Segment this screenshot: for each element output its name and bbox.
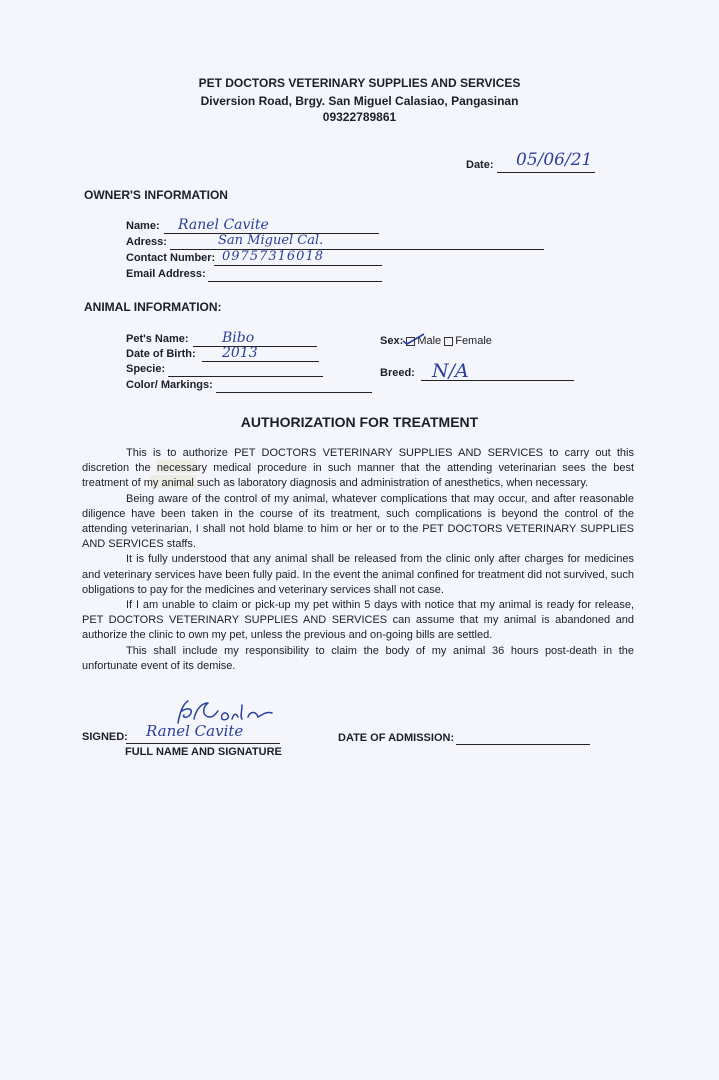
company-phone: 09322789861	[322, 110, 397, 124]
sex-male-label: Male	[417, 335, 442, 347]
specie-label: Specie:	[126, 363, 166, 375]
date-label: Date:	[466, 159, 494, 171]
dob-value[interactable]: 2013	[222, 345, 258, 361]
signature-line	[126, 743, 280, 744]
owner-section-title: OWNER'S INFORMATION	[84, 188, 228, 202]
sex-male-option[interactable]	[406, 335, 441, 347]
breed-value[interactable]: N/A	[432, 360, 469, 382]
sex-female-label: Female	[455, 335, 492, 347]
authorization-body	[82, 446, 634, 674]
signed-name[interactable]: Ranel Cavite	[146, 722, 244, 740]
company-address: Diversion Road, Brgy. San Miguel Calasiao, Pangasinan	[200, 94, 519, 108]
company-name: PET DOCTORS VETERINARY SUPPLIES AND SERVICES	[198, 76, 521, 90]
sex-label: Sex:	[380, 335, 404, 347]
specie-line	[168, 376, 323, 377]
date-of-admission-label: DATE OF ADMISSION:	[338, 732, 455, 744]
color-markings-line	[216, 392, 372, 393]
dob-line	[202, 361, 319, 362]
owner-address-value[interactable]: San Miguel Cal.	[218, 233, 324, 248]
male-check-mark-icon	[402, 332, 426, 346]
email-line	[208, 281, 382, 282]
email-label: Email Address:	[126, 268, 206, 280]
breed-label: Breed:	[380, 367, 415, 379]
authorization-paragraph-4: If I am unable to claim or pick-up my pet within 5 days with notice that my animal is ready for release, PET DOCTORS VETERINARY SUPPLIES AND SERVICES can assume that my animal is abandoned and authorize the clinic to own my pet, unless the previous and on-going bills are settled.	[82, 599, 634, 642]
authorization-paragraph-1: This is to authorize PET DOCTORS VETERINARY SUPPLIES AND SERVICES to carry out this discretion the necessary medical procedure in such manner that the attending veterinarian sees the best treatment of my animal such as laboratory diagnosis and administration of anesthetics, when necessary.	[82, 447, 634, 490]
pet-name-value[interactable]: Bibo	[222, 330, 255, 346]
female-checkbox[interactable]	[444, 337, 453, 346]
contact-number-line	[214, 265, 382, 266]
color-markings-label: Color/ Markings:	[126, 379, 213, 391]
date-of-admission-line	[456, 744, 590, 745]
owner-address-label: Adress:	[126, 236, 167, 248]
contact-number-value[interactable]: 09757316018	[222, 249, 324, 264]
signed-label: SIGNED:	[82, 731, 128, 743]
owner-name-label: Name:	[126, 220, 160, 232]
date-value[interactable]: 05/06/21	[516, 150, 593, 170]
authorization-title: AUTHORIZATION FOR TREATMENT	[240, 414, 479, 430]
dob-label: Date of Birth:	[126, 348, 196, 360]
date-line	[497, 172, 595, 173]
sex-field	[380, 335, 492, 347]
full-name-signature-caption: FULL NAME AND SIGNATURE	[125, 746, 282, 758]
animal-section-title: ANIMAL INFORMATION:	[84, 300, 222, 314]
contact-number-label: Contact Number:	[126, 252, 216, 264]
sex-female-option[interactable]	[444, 335, 492, 347]
authorization-paragraph-5: This shall include my responsibility to claim the body of my animal 36 hours post-death in the unfortunate event of its demise.	[82, 644, 634, 672]
authorization-paragraph-2: Being aware of the control of my animal, whatever complications that may occur, and after reasonable diligence have been taken in the course of its treatment, such complications is beyond the control of the attending veterinarian, I shall not hold blame to him or her or to the PET DOCTORS VETERINARY SUPPLIES AND SERVICES staffs.	[82, 492, 634, 551]
authorization-paragraph-3: It is fully understood that any animal shall be released from the clinic only after charges for medicines and veterinary services have been fully paid. In the event the animal confined for treatment did not survived, such obligations to pay for the medicines and veterinary services shall not case.	[82, 553, 634, 596]
pet-name-label: Pet's Name:	[126, 333, 189, 345]
owner-name-value[interactable]: Ranel Cavite	[178, 217, 269, 233]
